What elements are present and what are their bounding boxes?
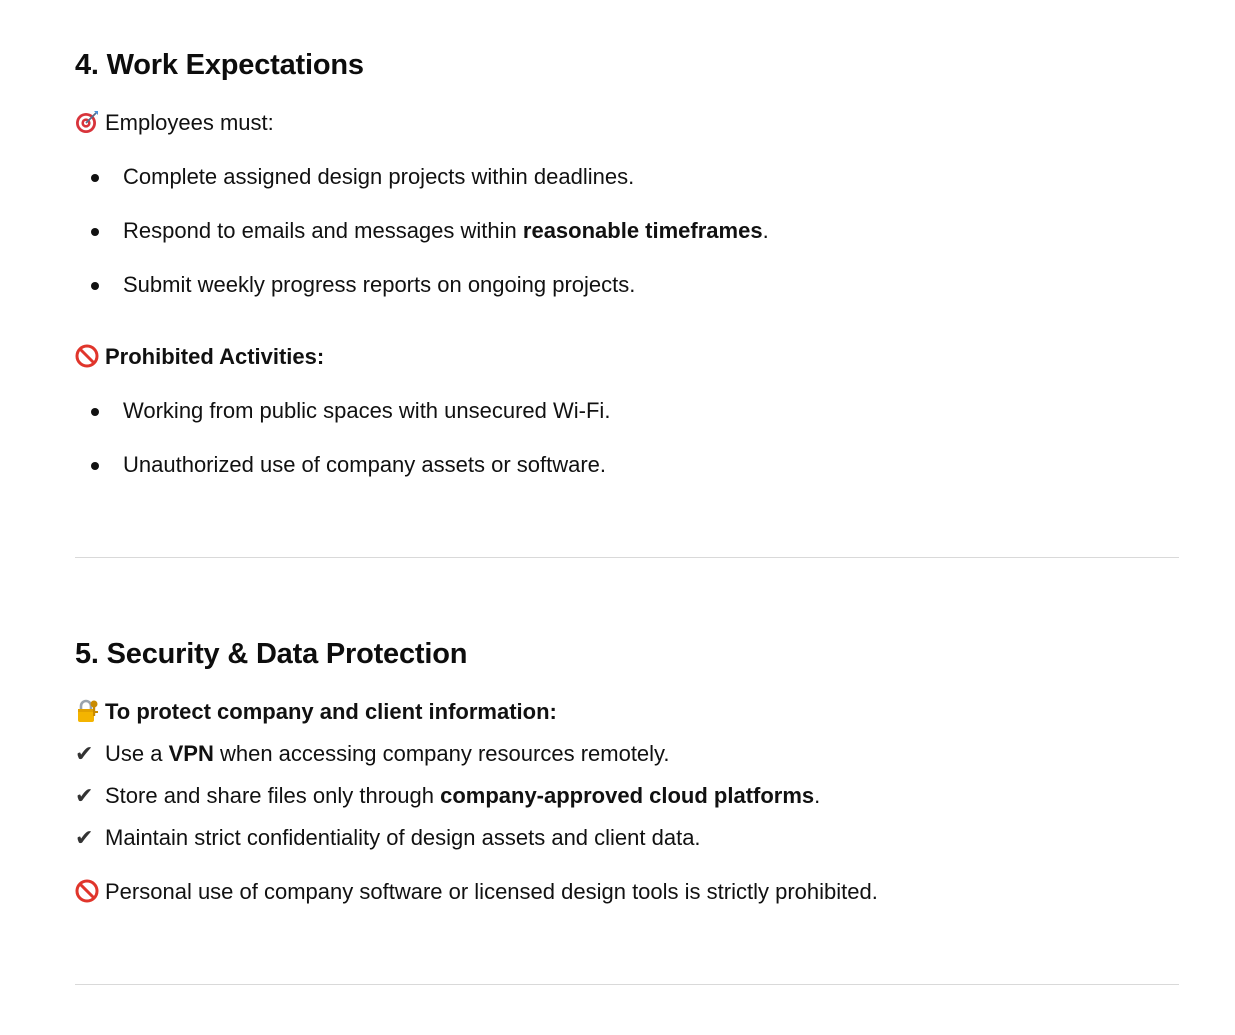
check-item: ✔ Use a VPN when accessing company resources remotely. [75,739,670,770]
bullet-dot [91,462,99,470]
bullet-dot [91,174,99,182]
protect-info-line [75,697,557,727]
section-divider [75,984,1179,985]
check-mark-icon: ✔ [75,784,94,809]
bullet-dot [91,282,99,290]
list-item: Respond to emails and messages within reasonable timeframes. [123,218,769,243]
target-icon [75,110,99,134]
list-item: Submit weekly progress reports on ongoing projects. [123,272,636,297]
check-item: ✔ Store and share files only through company-approved cloud platforms. [75,781,820,812]
list-item: Complete assigned design projects within deadlines. [123,164,635,189]
check-mark-icon: ✔ [75,742,94,767]
prohibited-note-line [75,877,878,907]
prohibited-activities-line [75,342,324,372]
employees-must-text: Employees must: [105,110,274,135]
protect-info-label: To protect company and client information: [105,699,557,724]
bullet-dot [91,228,99,236]
check-item: ✔ Maintain strict confidentiality of design assets and client data. [75,823,701,854]
employees-must-line [75,108,274,138]
section-divider [75,557,1179,558]
check-mark-icon: ✔ [75,826,94,851]
list-item: Unauthorized use of company assets or software. [123,452,607,477]
prohibited-activities-label: Prohibited Activities: [105,344,325,369]
section-5-title: 5. Security & Data Protection [75,638,468,670]
prohibited-note-text: Personal use of company software or licensed design tools is strictly prohibited. [105,879,878,904]
lock-key-icon [75,699,99,723]
list-item: Working from public spaces with unsecured Wi-Fi. [123,398,611,423]
section-4-title: 4. Work Expectations [75,49,364,81]
bullet-dot [91,408,99,416]
no-entry-icon [75,879,99,903]
no-entry-icon [75,344,99,368]
